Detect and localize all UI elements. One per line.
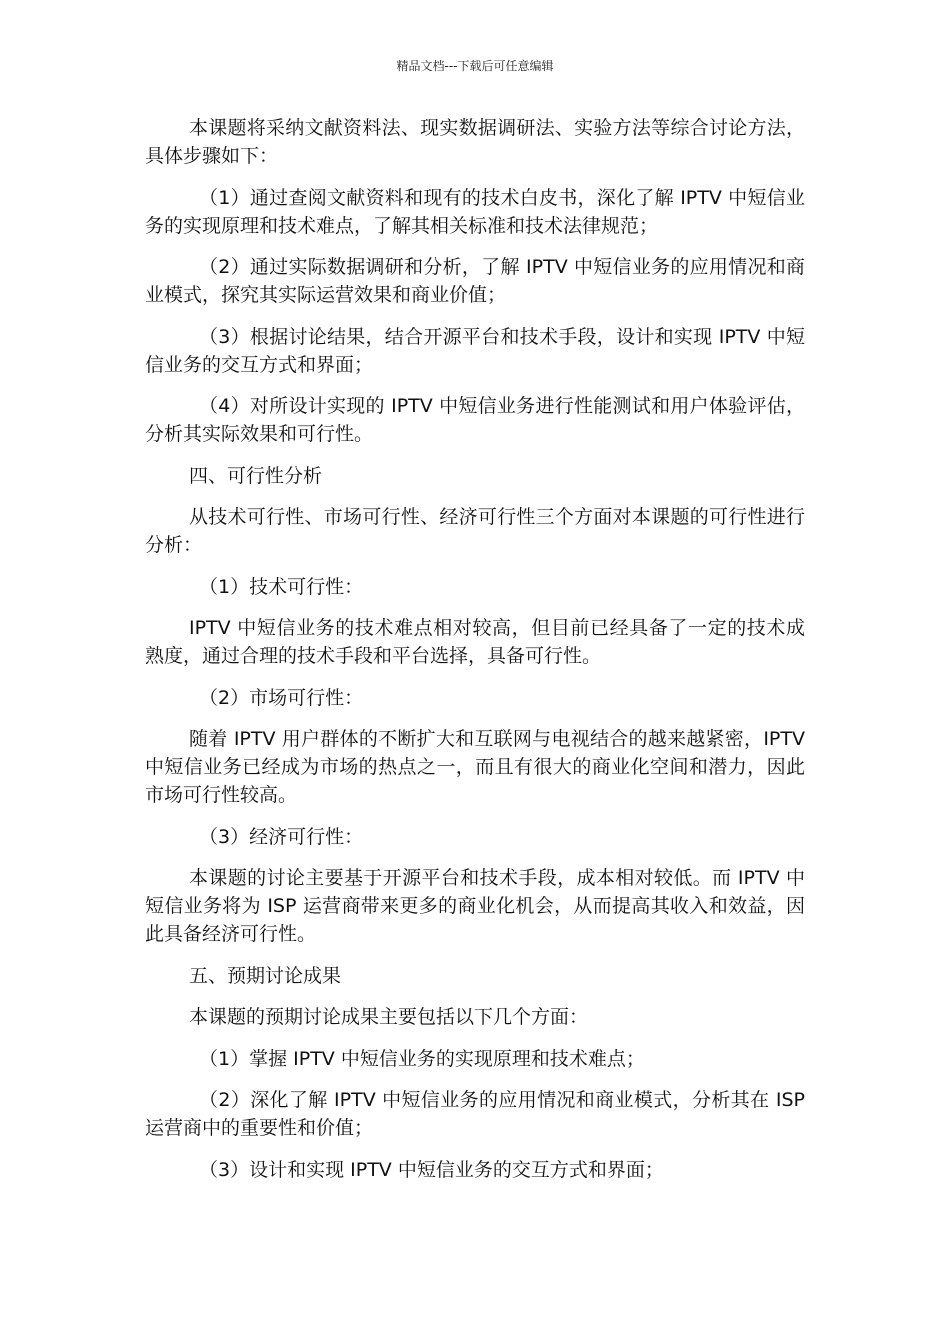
list-item-result-2: （2）深化了解 IPTV 中短信业务的应用情况和商业模式，分析其在 ISP 运营商中的重要性和价值； [145,1089,805,1139]
list-item-step-1: （1）通过查阅文献资料和现有的技术白皮书，深化了解 IPTV 中短信业务的实现原理和技术难点，了解其相关标准和技术法律规范； [145,186,805,237]
subheading-economic-feasibility: （3）经济可行性： [199,825,364,848]
list-item-step-4: （4）对所设计实现的 IPTV 中短信业务进行性能测试和用户体验评估，分析其实际效果和可行性。 [145,395,805,445]
document-body [145,114,805,1197]
page-header: 精品文档---下载后可任意编辑 [396,59,554,73]
list-item-result-1: （1）掌握 IPTV 中短信业务的实现原理和技术难点； [199,1047,645,1070]
section-heading-expected-results: 五、预期讨论成果 [189,964,342,987]
section-heading-feasibility: 四、可行性分析 [189,464,323,487]
paragraph-market-feasibility: 随着 IPTV 用户群体的不断扩大和互联网与电视结合的越来越紧密，IPTV 中短信业务已经成为市场的热点之一，而且有很大的商业化空间和潜力，因此市场可行性较高。 [145,728,805,806]
paragraph-feasibility-intro: 从技术可行性、市场可行性、经济可行性三个方面对本课题的可行性进行分析： [145,506,805,556]
list-item-step-2: （2）通过实际数据调研和分析，了解 IPTV 中短信业务的应用情况和商业模式，探究其实际运营效果和商业价值； [145,256,805,306]
subheading-technical-feasibility: （1）技术可行性： [199,575,364,598]
subheading-market-feasibility: （2）市场可行性： [199,686,364,709]
paragraph-expected-results-intro: 本课题的预期讨论成果主要包括以下几个方面： [189,1006,589,1028]
list-item-step-3: （3）根据讨论结果，结合开源平台和技术手段，设计和实现 IPTV 中短信业务的交互方式和界面； [145,325,805,376]
paragraph-economic-feasibility: 本课题的讨论主要基于开源平台和技术手段，成本相对较低。而 IPTV 中短信业务将为 ISP 运营商带来更多的商业化机会，从而提高其收入和效益，因此具备经济可行性。 [145,867,805,945]
paragraph-technical-feasibility: IPTV 中短信业务的技术难点相对较高，但目前已经具备了一定的技术成熟度，通过合理的技术手段和平台选择，具备可行性。 [145,617,805,667]
list-item-result-3: （3）设计和实现 IPTV 中短信业务的交互方式和界面； [199,1158,664,1181]
paragraph-method-intro: 本课题将采纳文献资料法、现实数据调研法、实验方法等综合讨论方法，具体步骤如下： [145,117,805,167]
